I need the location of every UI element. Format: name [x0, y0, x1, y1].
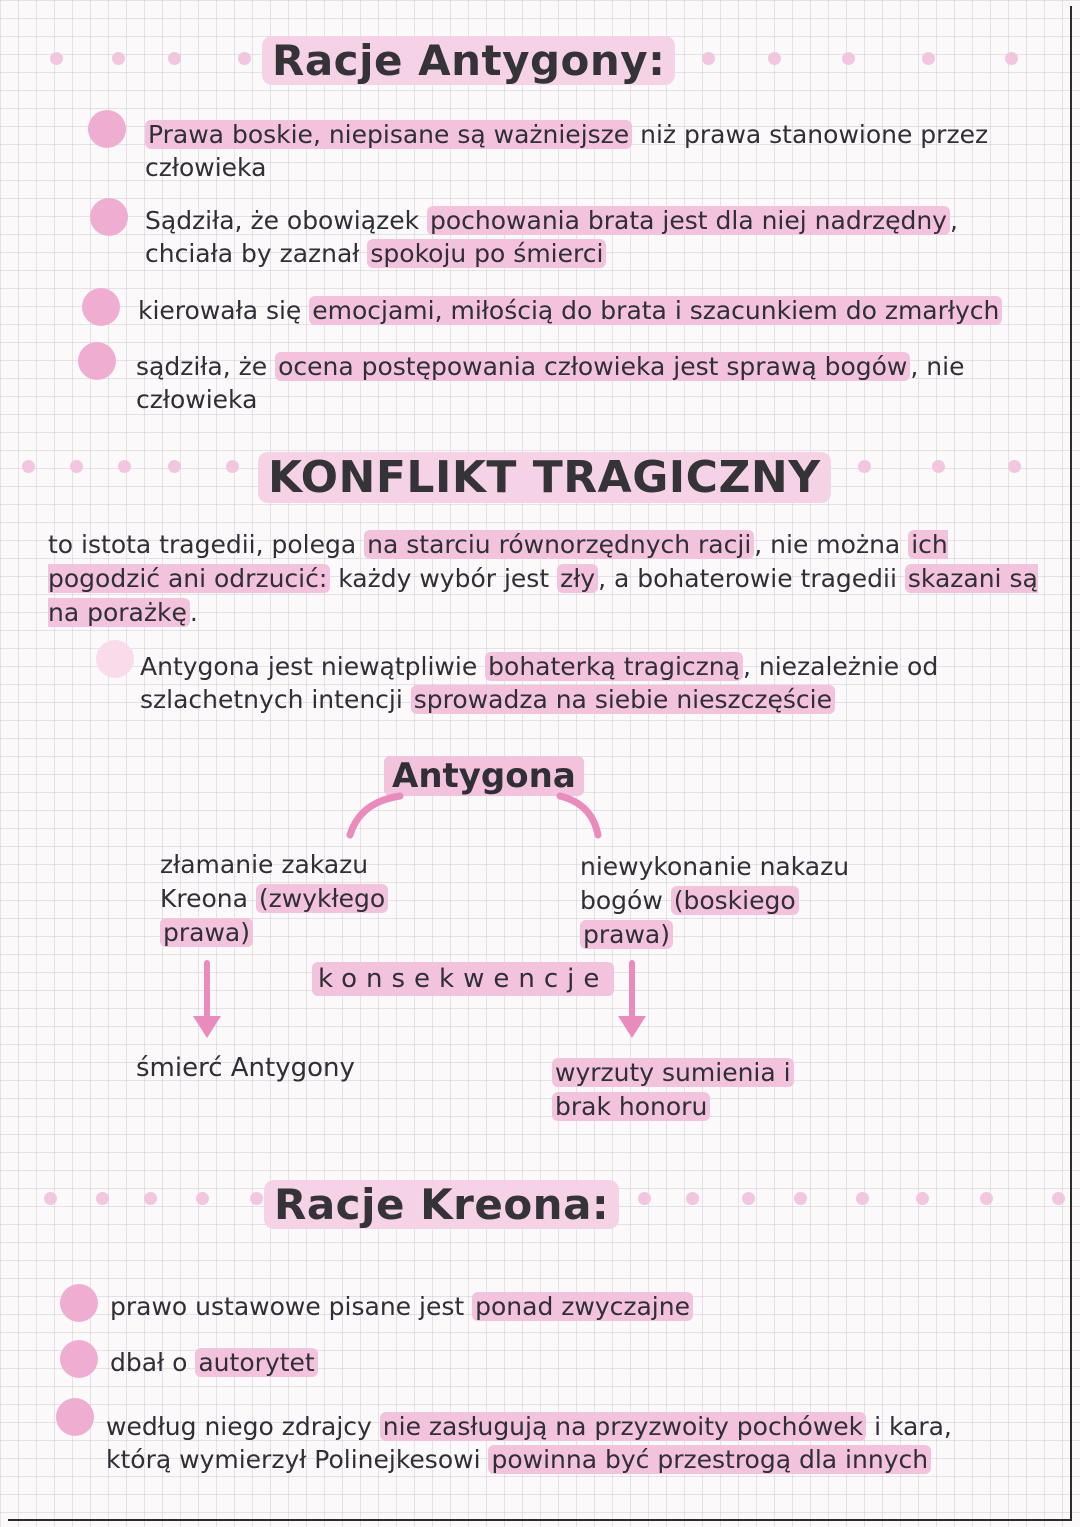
- diagram-right-cause: niewykonanie nakazu bogów (boskiego prawa): [580, 852, 850, 949]
- bullet-icon: [56, 1398, 94, 1436]
- antygona-point-1: Prawa boskie, niepisane są ważniejsze niż prawa stanowione przez człowieka: [145, 120, 989, 182]
- antygona-point-3: kierowała się emocjami, miłością do brata i szacunkiem do zmarłych: [138, 294, 1038, 327]
- section-title-antygona: Racje Antygony:: [262, 36, 675, 85]
- bullet-icon: [78, 342, 116, 380]
- bullet-icon: [96, 640, 134, 678]
- bullet-icon: [88, 110, 126, 148]
- kreon-point-1: prawo ustawowe pisane jest ponad zwyczajne: [110, 1290, 910, 1323]
- arrow-down-left: [204, 960, 210, 1020]
- arrow-down-icon: [618, 1016, 646, 1038]
- diagram-branches: [330, 780, 620, 850]
- konflikt-note: Antygona jest niewątpliwie bohaterką tragiczną , niezależnie od szlachetnych intencji sprowadza na siebie nieszczęście: [140, 652, 939, 714]
- diagram-left-cause: złamanie zakazu Kreona (zwykłego prawa): [160, 848, 400, 950]
- diagram-center-label: Antygona: [384, 756, 584, 796]
- antygona-point-4: sądziła, że ocena postępowania człowieka jest sprawą bogów , nie człowieka: [136, 352, 965, 414]
- diagram-left-result: śmierć Antygony: [136, 1053, 355, 1083]
- kreon-point-2: dbał o autorytet: [110, 1346, 910, 1379]
- section-title-konflikt: KONFLIKT TRAGICZNY: [258, 452, 831, 503]
- bullet-icon: [60, 1340, 98, 1378]
- konflikt-definition: to istota tragedii, polega na starciu równorzędnych racji , nie można ich pogodzić ani odrzucić: każdy wybór jest zły , a bohaterowie tragedii skazani są na porażkę .: [48, 530, 1038, 627]
- arrow-down-icon: [193, 1016, 221, 1038]
- bullet-icon: [60, 1284, 98, 1322]
- section-title-kreon: Racje Kreona:: [264, 1180, 619, 1229]
- diagram-consequences: konsekwencje: [312, 964, 614, 994]
- antygona-point-2: Sądziła, że obowiązek pochowania brata jest dla niej nadrzędny , chciała by zaznał spokoju po śmierci: [145, 206, 958, 268]
- kreon-point-3: według niego zdrajcy nie zasługują na przyzwoity pochówek i kara, którą wymierzył Polinejkesowi powinna być przestrogą dla innych: [106, 1412, 952, 1474]
- bullet-icon: [82, 288, 120, 326]
- arrow-down-right: [629, 960, 635, 1020]
- diagram-right-result: wyrzuty sumienia i brak honoru: [552, 1056, 812, 1124]
- bullet-icon: [90, 198, 128, 236]
